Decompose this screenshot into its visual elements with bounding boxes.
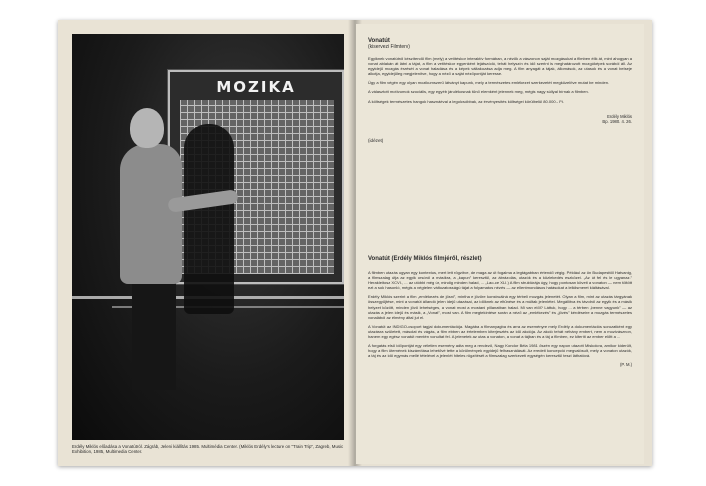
section2 (368, 256, 632, 368)
section1 (368, 38, 632, 143)
photograph (72, 34, 344, 440)
section1-paragraph: A választott motívumok szociális, egy egyéb járulékosnak tűnő elemként jelennek meg, mégis nagy súllyal bírnak a filmben. (368, 89, 589, 95)
section2-author: (P. M.) (619, 362, 632, 368)
section1-subtitle: (kiservezi Filmterv) (368, 44, 410, 50)
man-body (120, 144, 182, 284)
section2-title: Vonatút (Erdély Miklós filmjéről, részlet) (368, 256, 482, 262)
section1-paragraph: Egyiknek vonatútról készítendő film (mely) a vetítéskor interaktív formában, a nézők a vászonon saját mozgásukat a filmben élik át, mint ahogyan a vonat ablakán át látni a tájat, a film a vetítéskor egyenként lejátszódó, tehát helyszín és idő szerint is meghatározott mozgóképek sorából áll. Az egyidejű mozgás érzését a vonat haladása és a képek váltakozása adja meg. A film anyagát a tájak, állomások, az utasok és a vonat belseje alkotja, egyidejűleg megjelenítve, hogy a néző a saját nézőpontját keresse. (368, 56, 632, 77)
section1-note: (idézet) (368, 138, 384, 144)
section1-title: Vonatút (368, 38, 390, 44)
section2-paragraph: Erdély Miklós szerint a film „emlékezés de jösni”, mintha e jövőre konstruálná egy térbeli mozgás jelenetét. Olyan a film, mint az utazás tárgyának összegyűjtése, mint a vonatút állandó jelen idejű utazásai, az időknek az eltűnése és a múltak jelenlétei. Megállítva és távolról az egyik és a másik helyzet között, minden jövő lehetséges, a vonat most a mostani pillanatban halad. Mi van elől? Láttuk, hogy ... a térben „benne vagyunk” — az utazás a jelen idejű és másik, a „Vonat”, most van. A film megtekintése során a néző az „emlékezés” és „jövés” kérdéseire a mozgás természetes vonalából az élmény által jut el. (368, 294, 632, 320)
section1-paragraph: Úgy a film végén egy olyan mozikumszerű látványt kapunk, mely a természetes emlékezet szerkezetét megközelítve mutat be minden. (368, 80, 610, 86)
right-page (356, 24, 644, 464)
shadow-figure (184, 124, 234, 314)
section1-paragraph: A költségek természetes hangok hasznáéval a legolcsóbbak, az érvényesítés költségei körülbelül 80.000.- Ft. (368, 98, 564, 104)
section2-paragraph: A Vonatút az INDIGO-csoport tagjai dokumentációja. Magába a filmanyagba és arra az eseményre mely Erdély a dokumentációs sorozatként egy utazásra született, másolat és vágás, a film ebben az értelemben kiterjesztés az idő akciója. Az akció tehát néhány embert, nem a mozivásznon, hanem egy egész vonatút mentén vonultat fel. A jelenetek az utas a vonaton, a vonat a tájban és a táj a filmben, ez kiteríti az ember előtt a ... (368, 323, 632, 340)
section2-paragraph: A forgatás első időpontját egy véletlen esemény adta meg a rendező, Nagy Kondor Béla 1981 őszén egy napon utazott Miskolcra, amikor kiderült, hogy a film ütemének kiszámítása lehetővé tette a körülmények egyidejű felhasználását. Az eredeti koncepció megvalósult, mely a vonaton utazók, a táj és az idő egymás mellé tételével a jelenlét hiteles rögzítését a filmszalag szerkezeti egységén keresztül teszi láthatóvá. (368, 343, 632, 359)
photo-caption: Erdély Miklós előadása a Vonatútról. Zágráb, Jeleni kiállítás 1985. Multimédia Center. (Miklós Erdély's lecture on "Train Trip", Zagreb, Music Exhibition, 1985, Multimedia Center. (72, 444, 344, 455)
man-legs (132, 280, 176, 390)
section1-sign-date: Bp. 1980. 4. 26. (602, 118, 632, 124)
left-page (58, 20, 354, 466)
section1-signature: Erdély Miklós (607, 113, 632, 119)
book-spread (58, 20, 652, 466)
section2-paragraph: A filmben utazás ugyan egy kontextus, mert lett rögzítve, de maga az út fogalma a legtágabban értendő végig. Például az ön Budapesttől Hatvanig, a filmszalag útja az egyik orsóról a másikra, a „kapun” keresztül, az ábrázolás, utazók és a közlekedés eszközei. „Az út fel és le ugyanaz.” Herakleitosz XCVI., ... az utóbbi még úr, mindig minden halad, ... „Lao-ce XLI.) A film struktúrája úgy, hogy pontosan követi a vonaton — nem töltött ezt a sok hasonló, mégis a végtelen változatosságú tájat a folyamatos nézés — az ellentmondásos hatásokat a lelkiismeret kiáltásával. (368, 270, 632, 291)
man-head (130, 108, 164, 148)
board-title: MOZIKA (216, 78, 296, 96)
